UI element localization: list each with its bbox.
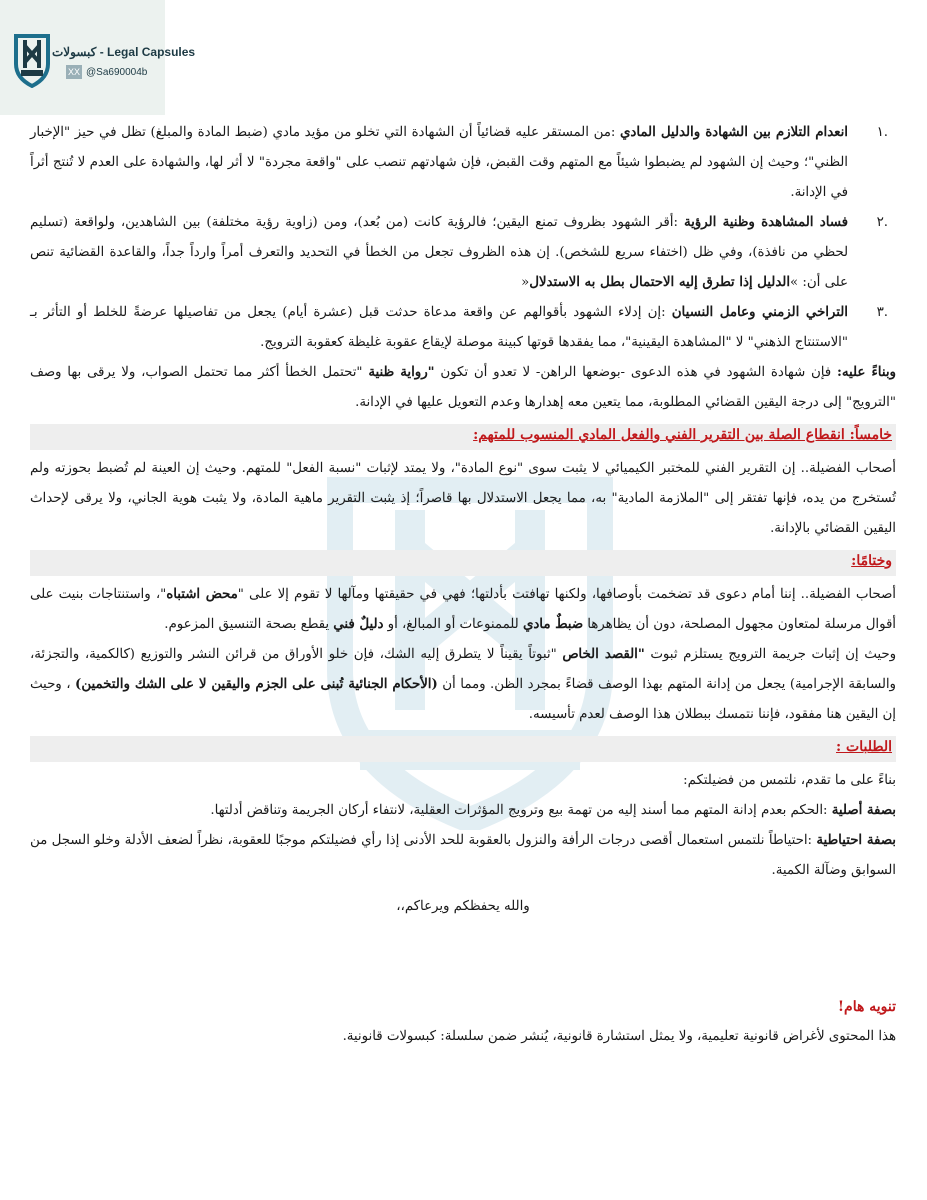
requests-heading-bar xyxy=(30,736,896,762)
item-title: انعدام التلازم بين الشهادة والدليل المادي xyxy=(619,125,848,140)
closing-paragraph-2 xyxy=(30,640,896,730)
section-title: خامساً: انقطاع الصلة بين التقرير الفني والفعل المادي المنسوب للمتهم: xyxy=(473,427,892,443)
item-text: :إن إدلاء الشهود بأقوالهم عن واقعة مدعاة حدثت قبل (عشرة أيام) يجعل من تفاصيلها عرضةً للخلط أو التأثر بـ "الاستنتاج الذهني" لا "المشاهدة اليقينية"، مما يفقدها قوتها كبينة موصلة لإيقاع عقوبة غليظة كعقوبة الترويج. xyxy=(30,305,848,350)
list-number: .٢ xyxy=(876,215,888,230)
brand-header xyxy=(0,0,196,115)
closing-paragraph-1 xyxy=(30,580,896,640)
notice-title: تنويه هام! xyxy=(837,999,896,1015)
closing-bold: "القصد الخاص xyxy=(562,647,645,662)
closing-text: وحيث إن إثبات جريمة الترويج يستلزم ثبوت xyxy=(644,647,896,662)
item-title: فساد المشاهدة وظنية الرؤية xyxy=(683,215,849,230)
document-body xyxy=(30,118,896,1052)
closing-bold: دليلٌ فني xyxy=(333,617,384,632)
closing-text: "، واستنتاجات بنيت على أقوال مرسلة لمتعاون مجهول المصلحة، دون أن يظاهرها xyxy=(30,587,896,632)
item-end: « xyxy=(521,275,530,290)
item-bold-quote: الدليل إذا تطرق إليه الاحتمال بطل به الاستدلال xyxy=(529,275,791,290)
closing-text: أصحاب الفضيلة.. إننا أمام دعوى قد تضخمت بأوصافها، ولكنها تهافتت بأدلتها؛ فهي في حقيقتها ومآلها لا تقوم إلا على " xyxy=(237,587,896,602)
list-item-2 xyxy=(30,208,896,298)
section5-paragraph: أصحاب الفضيلة.. إن التقرير الفني للمختبر الكيميائي لا يثبت سوى "نوع المادة"، ولا يمتد لإثبات "نسبة الفعل" للمتهم. وحيث إن العينة لم تُضبط بحوزته ولم تُستخرج من يده، فإنها تفتقر إلى "الملازمة المادية" به، مما يجعل الاستدلال بها قاصراً؛ إذ يثبت التقرير ماهية المادة، ولا يثبت هوية الجاني، ولا يرقى لإحداث اليقين القضائي بالإدانة. xyxy=(30,461,896,536)
request-alternative xyxy=(30,826,896,886)
request-text: :الحكم بعدم إدانة المتهم مما أسند إليه من تهمة بيع وترويج المؤثرات العقلية، لانتفاء أركان الجريمة وتناقض أدلتها. xyxy=(210,803,832,818)
closing-bold: محض اشتباه xyxy=(166,587,238,602)
conclusion-text: فإن شهادة الشهود في هذه الدعوى -بوضعها الراهن- لا تعدو أن تكون xyxy=(434,365,837,380)
conclusion-text-2: "تحتمل الخطأ أكثر مما تحتمل الصواب، ولا يرقى بها وصف "الترويج" إلى درجة اليقين القضائي المطلوبة، مما يتعين معه إهدارها وعدم التعويل عليها في الإدانة. xyxy=(30,365,896,410)
request-label: بصفة احتياطية xyxy=(816,833,896,848)
conclusion-bold: "رواية ظنية xyxy=(368,365,435,380)
closing-text: للممنوعات أو المبالغ، أو xyxy=(383,617,523,632)
conclusion-lead: وبناءً عليه: xyxy=(836,365,896,380)
list-number: .٣ xyxy=(876,305,888,320)
request-text: :احتياطاً نلتمس استعمال أقصى درجات الرأفة والنزول بالعقوبة للحد الأدنى إذا رأي فضيلتكم موجبًا للعقوبة، نظراً لضعف الأدلة وخلو السجل من السوابق وضآلة الكمية. xyxy=(30,833,896,878)
section-heading-bar xyxy=(30,424,896,450)
x-social-icon: XX xyxy=(67,67,80,77)
list-item-3 xyxy=(30,298,896,358)
closing-bold: (الأحكام الجنائية تُبنى على الجزم واليقين لا على الشك والتخمين) xyxy=(75,677,438,692)
requests-title: الطلبات : xyxy=(836,739,892,755)
brand-emblem-icon xyxy=(12,32,52,88)
request-label: بصفة أصلية xyxy=(831,803,896,818)
closing-title: وختامًا: xyxy=(851,553,892,569)
list-number: .١ xyxy=(876,125,888,140)
item-title: التراخي الزمني وعامل النسيان xyxy=(671,305,848,320)
requests-intro: بناءً على ما تقدم، نلتمس من فضيلتكم: xyxy=(683,773,896,788)
brand-handle[interactable]: @Sa690004b xyxy=(86,67,148,78)
item-text: :من المستقر عليه قضائياً أن الشهادة التي تخلو من مؤيد مادي (ضبط المادة والمبلغ) تظل في حيز "الإخبار الظني"؛ وحيث إن الشهود لم يضبطوا شيئاً مع المتهم وقت القبض، فإن شهادتهم تنصب على "واقعة مجردة" لا أثر لها، والشهادة على العدم لا تُنتج أثراً في الإدانة. xyxy=(30,125,848,200)
closing-text: "ثبوتاً يقيناً لا يتطرق إليه الشك، فإن خلو الأوراق من قرائن النشر والتوزيع (كالكمية، والتجزئة، والسابقة الإجرامية) يجعل من إدانة المتهم بهذا الوصف قضاءً بمجرد الظن. ومما أن xyxy=(30,647,896,692)
list-item-1 xyxy=(30,118,896,208)
item-text: :أقر الشهود بظروف تمنع اليقين؛ فالرؤية كانت (من بُعد)، ومن (زاوية رؤية مختلفة) بين الشاهدين، ولواقعة (تسليم لحظي من نافذة)، وفي ظل (اختفاء سريع للشخص). إن هذه الظروف تجعل من الخطأ في التحديد والتعرف أمراً وارداً جداً، والقاعدة القضائية تنص على أن: » xyxy=(30,215,848,290)
signoff: والله يحفظكم ويرعاكم،، xyxy=(396,899,530,914)
brand-title: كبسولات - Legal Capsules xyxy=(52,45,196,59)
notice-text: هذا المحتوى لأغراض قانونية تعليمية، ولا يمثل استشارة قانونية، يُنشر ضمن سلسلة: كبسولات قانونية. xyxy=(342,1029,896,1044)
request-primary xyxy=(30,796,896,826)
conclusion-paragraph xyxy=(30,358,896,418)
closing-bold: ضبطٌ مادي xyxy=(522,617,583,632)
closing-text: يقطع بصحة التنسيق المزعوم. xyxy=(164,617,334,632)
closing-heading-bar xyxy=(30,550,896,576)
closing-text: ، وحيث إن اليقين هنا مفقود، فإننا نتمسك ببطلان هذا الوصف لعدم تأسيسه. xyxy=(30,677,896,722)
